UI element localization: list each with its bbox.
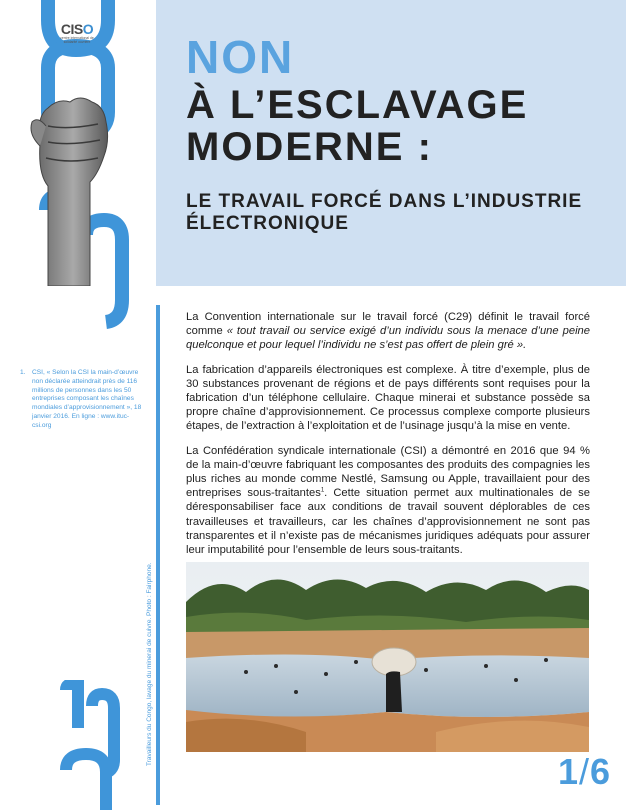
c29-definition-quote: « tout travail ou service exigé d’un individu sous la menace d’une peine quelconque et pour lequel l’individu ne s’est pas offert de plein gré ». — [186, 325, 590, 352]
footnote-number: 1. — [20, 369, 26, 376]
page-number: 1/6 — [558, 751, 612, 792]
mining-photo — [186, 562, 589, 752]
raised-fist-image — [18, 86, 118, 286]
page-subtitle: LE TRAVAIL FORCÉ DANS L’INDUSTRIE ÉLECTRONIQUE — [186, 191, 583, 234]
photo-credit: Travailleurs du Congo, lavage du minerai de cuivre. Photo : Fairphone. — [146, 562, 153, 766]
cisd-logo[interactable] — [55, 22, 99, 52]
logo-mark: CISO — [60, 21, 94, 37]
chain-link-icon — [52, 680, 122, 810]
paragraph-3: La Confédération syndicale internationale (CSI) a démontré en 2016 que 94 % de la main-d’œuvre fabriquant les composantes des produits des compagnies les plus riches au monde comme Nestlé, Samsung ou Apple, travaillaient pour des entreprises sous-traitantes$^1$. Cette situation permet aux multinationales de se déresponsabiliser face aux conditions de travail souvent déplorables de ces travailleuses et travailleurs, car les chaînes d’approvisionnement ne sont pas transparentes et il n’existe pas de mécanismes juridiques adéquats pour assurer leur imputabilité pour l’ensemble de leurs sous-traitants. — [186, 444, 590, 557]
page-title: À L’ESCLAVAGE MODERNE : — [186, 83, 529, 169]
logo-subtitle: centre international de solidarité ouvrière — [60, 36, 94, 44]
footnote — [20, 369, 148, 431]
body-text — [186, 310, 590, 567]
vertical-rule — [156, 305, 160, 805]
footnote-ref[interactable]: 1 — [320, 487, 325, 494]
paragraph-1: La Convention internationale sur le travail forcé (C29) définit le travail forcé comme « tout travail ou service exigé d’un individu sous la menace d’une peine quelconque et pour lequel l’individu ne s’est pas offert de plein gré ». — [186, 311, 590, 352]
title-non: NON — [186, 31, 295, 83]
footnote-text: CSI, « Selon la CSI la main-d’œuvre non déclarée atteindrait près de 116 millions de personnes dans les 50 entreprises composant les chaînes mondiales d’approvisionnement », 18 janvier 2016. En ligne : www.ituc-csi.org — [32, 369, 142, 429]
paragraph-2: La fabrication d’appareils électroniques est complexe. À titre d’exemple, plus de 30 substances provenant de régions et de pays différents sont requises pour la fabrication d’un téléphone cellulaire. Chaque minerai et substance possède sa propre chaîne d’approvisionnement. Ce processus complexe comporte plusieurs étapes, de l’extraction à l’exploitation et de l’usinage jusqu’à la mise en vente. — [186, 363, 590, 433]
